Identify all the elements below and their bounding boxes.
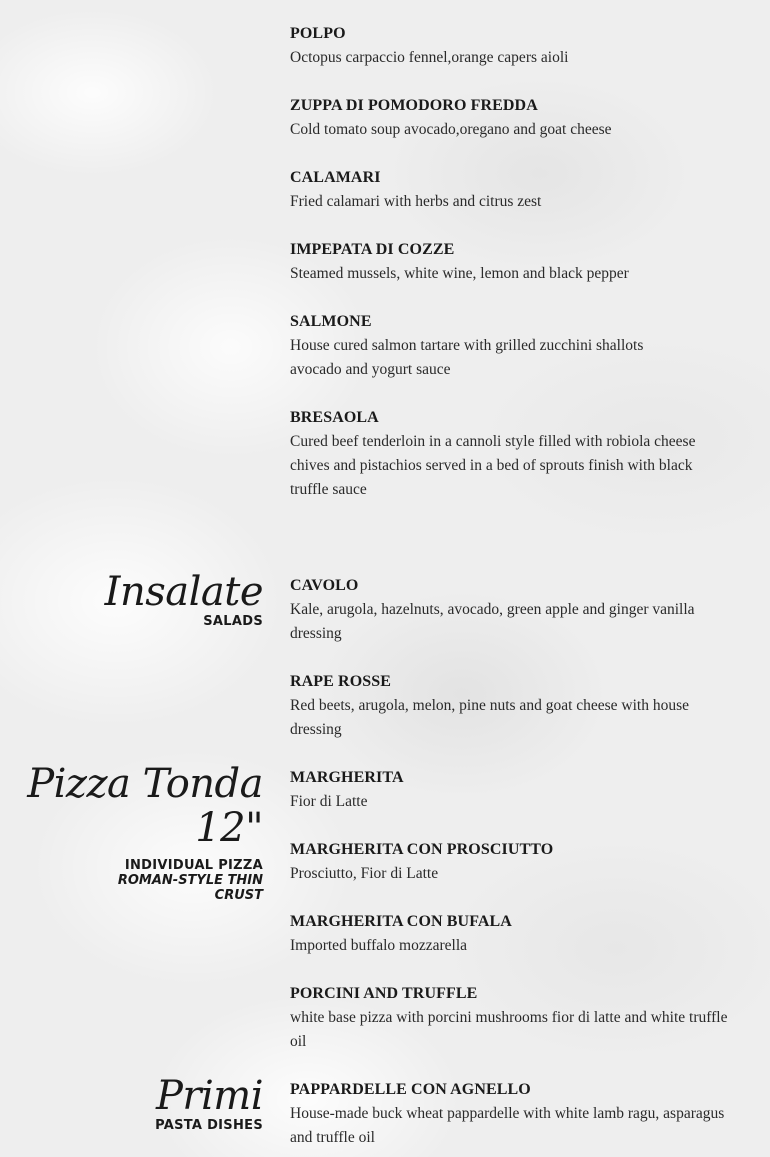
menu-item-name: PAPPARDELLE CON AGNELLO — [290, 1081, 531, 1098]
menu-item-name: RAPE ROSSE — [290, 673, 392, 690]
menu-item-desc: Prosciutto, Fior di Latte — [290, 865, 439, 882]
menu-item-name: IMPEPATA DI COZZE — [290, 241, 455, 258]
section-primi — [3, 1074, 263, 1133]
section-subtitle-pizza-style: ROMAN-STYLE THIN CRUST — [117, 873, 263, 903]
menu-item — [290, 1078, 730, 1150]
menu-item — [290, 838, 730, 886]
menu-item-name: MARGHERITA CON PROSCIUTTO — [290, 841, 554, 858]
menu-item-name: BRESAOLA — [290, 409, 379, 426]
menu-item-desc: House-made buck wheat pappardelle with white lamb ragu, asparagus and truffle oil — [290, 1105, 725, 1146]
menu-item — [290, 310, 690, 382]
menu-item — [290, 766, 730, 814]
menu-item-name: SALMONE — [290, 313, 372, 330]
menu-item-desc: Cold tomato soup avocado,oregano and goat cheese — [290, 121, 612, 138]
section-title-insalate: Insalate — [104, 569, 263, 615]
menu-item-desc: Octopus carpaccio fennel,orange capers aioli — [290, 49, 569, 66]
menu-item-name: MARGHERITA — [290, 769, 404, 786]
menu-item — [290, 22, 730, 70]
section-subtitle-pizza: INDIVIDUAL PIZZA — [124, 858, 263, 873]
menu-item-name: CAVOLO — [290, 577, 359, 594]
section-subtitle-primi: PASTA DISHES — [155, 1118, 263, 1133]
menu-item — [290, 910, 730, 958]
menu-item-desc: Fried calamari with herbs and citrus zest — [290, 193, 542, 210]
section-title-primi: Primi — [155, 1073, 263, 1119]
menu-item-desc: white base pizza with porcini mushrooms fior di latte and white truffle oil — [290, 1009, 728, 1050]
menu-item-name: POLPO — [290, 25, 346, 42]
menu-item — [290, 982, 730, 1054]
menu-item-desc: Kale, arugola, hazelnuts, avocado, green apple and ginger vanilla dressing — [290, 601, 695, 642]
section-pizza — [3, 762, 263, 903]
menu-item-name: CALAMARI — [290, 169, 381, 186]
menu-item — [290, 406, 700, 502]
menu-item-name: ZUPPA DI POMODORO FREDDA — [290, 97, 538, 114]
section-subtitle-insalate: SALADS — [203, 614, 263, 629]
menu-item-desc: House cured salmon tartare with grilled zucchini shallots avocado and yogurt sauce — [290, 337, 644, 378]
section-insalate — [3, 570, 263, 629]
menu-item — [290, 94, 730, 142]
menu-item-desc: Fior di Latte — [290, 793, 368, 810]
menu-item — [290, 166, 730, 214]
menu-item-name: PORCINI AND TRUFFLE — [290, 985, 478, 1002]
menu-item-desc: Cured beef tenderloin in a cannoli style filled with robiola cheese chives and pistachios served in a bed of sprouts finish with black truffle sauce — [290, 433, 696, 498]
menu-item — [290, 238, 730, 286]
menu-item — [290, 670, 730, 742]
menu-item-desc: Red beets, arugola, melon, pine nuts and goat cheese with house dressing — [290, 697, 690, 738]
menu-item-desc: Imported buffalo mozzarella — [290, 937, 468, 954]
menu-item-desc: Steamed mussels, white wine, lemon and black pepper — [290, 265, 629, 282]
section-title-pizza: Pizza Tonda 12" — [27, 761, 263, 851]
menu-item-name: MARGHERITA CON BUFALA — [290, 913, 512, 930]
menu-item — [290, 574, 730, 646]
